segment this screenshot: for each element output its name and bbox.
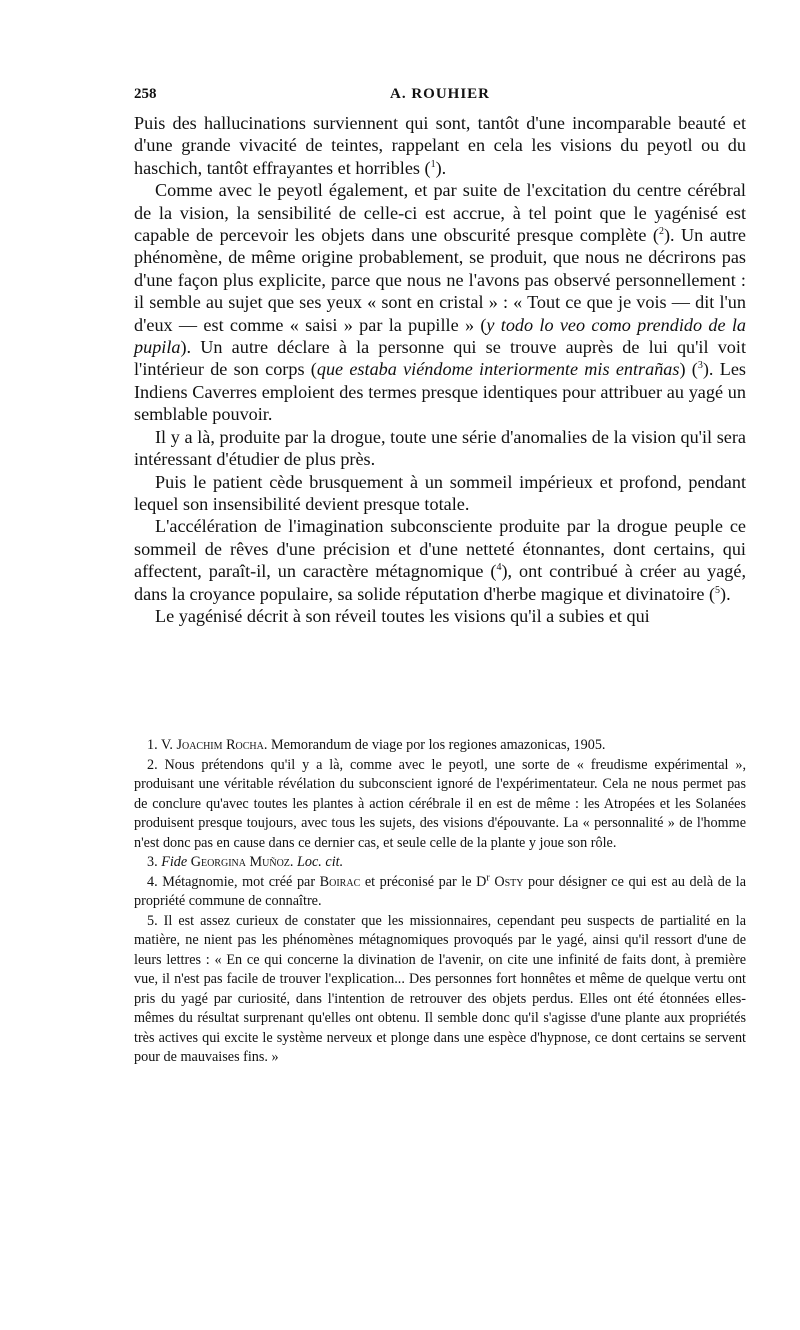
paragraph-1 <box>134 112 746 179</box>
footnote-ref-2: 2 <box>658 225 664 237</box>
footnote-1 <box>134 736 746 756</box>
book-page <box>134 86 747 1065</box>
paragraph-text: L'accélération de l'imagination subconsciente produite par la drogue peuple ce sommeil de rêves d'une précision et d'une netteté étonnantes, dont certains, qui affectent, paraît-il, un caractère métagnomique ( <box>134 516 746 582</box>
footnotes <box>134 736 746 1068</box>
footnote-number: 5. <box>147 912 158 929</box>
author-name: Georgina Muñoz <box>190 854 290 870</box>
footnote-fide: Fide <box>161 854 188 870</box>
footnote-text: pour désigner ce qui est au delà de la propriété commune de connaître. <box>134 873 746 909</box>
running-head-author: A. ROUHIER <box>389 86 490 102</box>
paragraph-2 <box>134 179 746 425</box>
paragraph-text: Comme avec le peyotl également, et par suite de l'excitation du centre cérébral de la vision, la sensibilité de celle-ci est accrue, à tel point que le yagénisé est capable de percevoir les objets dans une obscurité presque complète ( <box>134 180 746 246</box>
paragraph-6: Le yagénisé décrit à son réveil toutes les visions qu'il a subies et qui <box>155 605 650 626</box>
page-number: 258 <box>134 86 157 102</box>
author-name: Boirac <box>319 873 361 890</box>
doctor-abbrev-sup: r <box>486 871 490 883</box>
spanish-quote-entranas: que estaba viéndome interiormente mis entrañas <box>316 359 680 380</box>
footnote-text: . Memorandum de viage por los regiones amazonicas, 1905. <box>263 737 606 753</box>
footnote-text: Nous prétendons qu'il y a là, comme avec le peyotl, une sorte de « freudisme expérimental », produisant une véritable révélation du subconscient ignoré de l'expérimentateur. Cela ne nous permet pas de conclure qu'avec toutes les plantes à action cérébrale il en est de même : les Atropées et les Solanées produisent presque toujours, avec tous les sujets, des visions d'épouvante. La « personnalité » de l'homme n'est donc pas en cause dans ce dernier cas, et seule celle de la plante y joue son rôle. <box>134 756 746 851</box>
footnote-3: 3. Fide Georgina Muñoz. Loc. cit. <box>147 854 344 870</box>
footnote-ref-5: 5 <box>715 584 721 596</box>
footnote-text: V. <box>160 737 177 753</box>
paragraph-5 <box>134 515 746 605</box>
paragraph-4: Puis le patient cède brusquement à un sommeil impérieux et profond, pendant lequel son insensibilité devient presque totale. <box>134 471 746 514</box>
footnote-number: 1. <box>147 737 158 753</box>
footnote-ref-4: 4 <box>496 562 502 574</box>
paragraph-text: ) ( <box>679 359 698 380</box>
paragraph-text: ). Un autre phénomène, de même origine probablement, se produit, que nous ne décrirons pas d'une façon plus explicite, parce que nous ne l'avons pas observé personnellement : il semble au sujet que ses yeux « sont en cristal » : « Tout ce que je vois — dit l'un d'eux — est comme « saisi » par la pupille » ( <box>134 225 746 335</box>
paragraph-text: ). Les Indiens Caverres emploient des termes presque identiques pour attribuer au yagé un semblable pouvoir. <box>134 359 746 425</box>
paragraph-3: Il y a là, produite par la drogue, toute une série d'anomalies de la vision qu'il sera intéressant d'étudier de plus près. <box>134 426 746 470</box>
author-name: Osty <box>494 873 524 890</box>
footnote-ref-1: 1 <box>430 158 436 170</box>
body-text <box>134 112 746 627</box>
spanish-quote-pupila: y todo lo veo como prendido de la pupila <box>134 314 747 358</box>
footnote-5 <box>134 912 746 1068</box>
footnote-number: 3. <box>147 854 158 870</box>
paragraph-text: ). <box>720 583 731 604</box>
paragraph-text: ). <box>435 157 447 178</box>
author-name: Joachim Rocha <box>176 737 264 753</box>
footnote-loc-cit: Loc. cit. <box>297 854 344 870</box>
running-head <box>134 86 746 112</box>
footnote-number: 2. <box>147 756 158 773</box>
footnote-2 <box>134 756 746 854</box>
footnote-number: 4. <box>147 873 158 890</box>
footnote-text: Il est assez curieux de constater que les missionnaires, cependant peu suspects de partialité en la matière, ne nient pas les phénomènes métagnomiques provoqués par le yagé, ainsi qu'il ressort d'une de leurs lettres : « En ce qui concerne la divination de l'avenir, on cite une infinité de faits dont, à première vue, il n'est pas facile de trouver l'explication... Des personnes fort honnêtes et même de quelque vertu ont pris du yagé par curiosité, dans l'intention de retrouver des objets perdus. Elles ont été étonnées elles-mêmes du résultat surprenant qu'elles ont obtenu. Il semble donc qu'il s'agisse d'une plante aux propriétés très actives qui excite le système nerveux et plonge dans une espèce d'hypnose, ce dont certains se servent pour de mauvaises fins. » <box>134 912 746 1065</box>
footnote-text: Métagnomie, mot créé par <box>162 873 320 890</box>
footnote-4 <box>134 873 746 912</box>
paragraph-text: ). Un autre déclare à la personne qui se trouve auprès de lui qu'il voit l'intérieur de son corps ( <box>134 337 746 380</box>
footnote-text: et préconisé par le D <box>360 873 487 890</box>
paragraph-text: ), ont contribué à créer au yagé, dans la croyance populaire, sa solide réputation d'herbe magique et divinatoire ( <box>134 561 746 604</box>
footnote-ref-3: 3 <box>697 360 703 372</box>
paragraph-text: Puis des hallucinations surviennent qui sont, tantôt d'une incomparable beauté et d'une grande vivacité de teintes, rappelant en cela les visions du peyotl ou du haschich, tantôt effrayantes et horribles ( <box>134 113 746 178</box>
